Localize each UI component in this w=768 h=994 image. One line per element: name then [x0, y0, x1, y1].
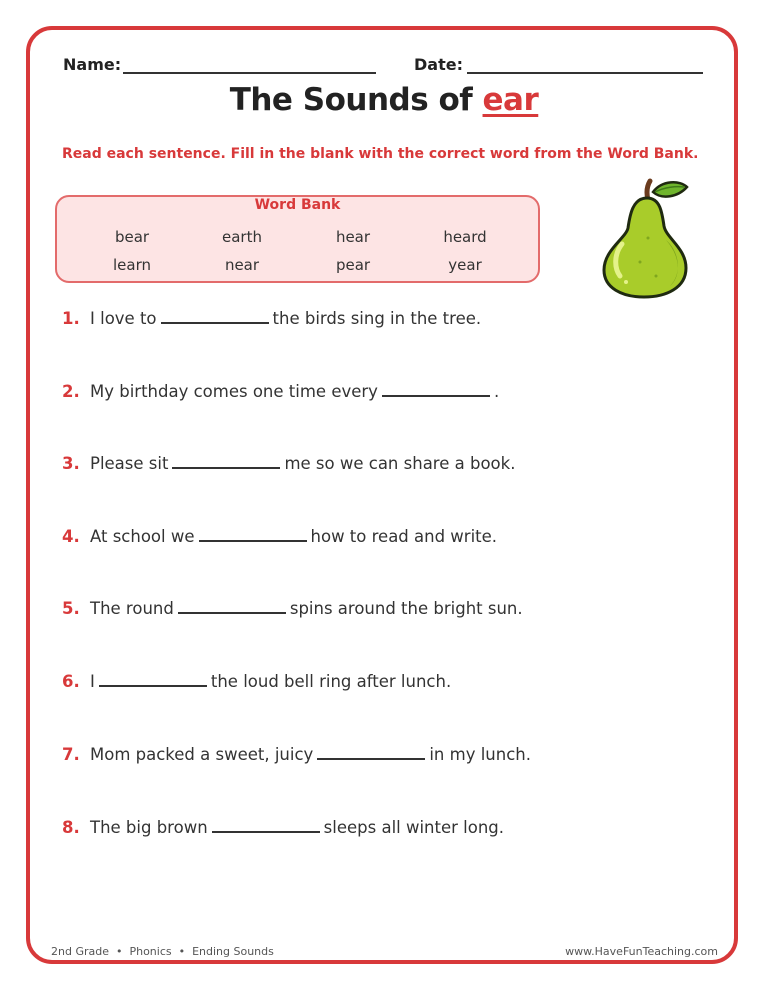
question-2	[62, 381, 499, 405]
word-bank-word: learn	[113, 256, 151, 274]
question-text-after: spins around the bright sun.	[289, 599, 523, 618]
word-bank-word: hear	[335, 228, 371, 246]
question-number: 5.	[62, 599, 80, 618]
word-bank-word: earth	[222, 228, 262, 246]
question-text-after: sleeps all winter long.	[323, 818, 505, 837]
question-4	[62, 526, 497, 550]
question-text-before: Please sit	[90, 454, 169, 473]
question-number: 8.	[62, 818, 80, 837]
answer-blank[interactable]	[178, 598, 286, 614]
answer-blank[interactable]	[161, 308, 269, 324]
answer-blank[interactable]	[99, 671, 207, 687]
question-7	[62, 744, 531, 768]
name-label: Name:	[63, 55, 122, 74]
question-text-before: I love to	[90, 309, 157, 328]
footer-categories: 2nd Grade • Phonics • Ending Sounds	[51, 945, 274, 958]
title-prefix: The Sounds of	[229, 82, 483, 118]
answer-blank[interactable]	[212, 817, 320, 833]
word-bank-word: near	[224, 256, 260, 274]
question-text-after: .	[493, 382, 500, 401]
question-text-after: the birds sing in the tree.	[272, 309, 482, 328]
question-number: 6.	[62, 672, 80, 691]
question-text-before: Mom packed a sweet, juicy	[90, 745, 314, 764]
question-text-before: The round	[90, 599, 174, 618]
instructions: Read each sentence. Fill in the blank with the correct word from the Word Bank.	[62, 146, 699, 162]
question-text-after: the loud bell ring after lunch.	[210, 672, 452, 691]
answer-blank[interactable]	[172, 453, 280, 469]
word-bank-word: pear	[335, 256, 371, 274]
answer-blank[interactable]	[199, 526, 307, 542]
question-text-before: I	[90, 672, 95, 691]
question-number: 1.	[62, 309, 80, 328]
footer-website[interactable]: www.HaveFunTeaching.com	[565, 945, 718, 958]
question-text-before: The big brown	[90, 818, 208, 837]
word-bank	[55, 195, 540, 283]
question-text-before: My birthday comes one time every	[90, 382, 378, 401]
title-accent: ear	[482, 82, 539, 118]
question-3	[62, 453, 515, 477]
date-field[interactable]	[467, 72, 703, 74]
question-text-before: At school we	[90, 527, 195, 546]
question-text-after: in my lunch.	[429, 745, 531, 764]
word-bank-title: Word Bank	[254, 197, 341, 213]
question-5	[62, 598, 523, 622]
question-number: 4.	[62, 527, 80, 546]
question-8	[62, 817, 504, 841]
word-bank-word: year	[448, 256, 482, 274]
question-text-after: me so we can share a book.	[284, 454, 516, 473]
word-bank-word: heard	[443, 228, 487, 246]
word-bank-word: bear	[114, 228, 150, 246]
question-text-after: how to read and write.	[310, 527, 498, 546]
question-6	[62, 671, 451, 695]
question-number: 3.	[62, 454, 80, 473]
name-field[interactable]	[123, 72, 376, 74]
answer-blank[interactable]	[382, 381, 490, 397]
question-number: 2.	[62, 382, 80, 401]
pear-icon	[596, 178, 692, 300]
date-label: Date:	[414, 55, 463, 74]
question-number: 7.	[62, 745, 80, 764]
page-title	[0, 82, 768, 118]
answer-blank[interactable]	[317, 744, 425, 760]
question-1	[62, 308, 481, 332]
